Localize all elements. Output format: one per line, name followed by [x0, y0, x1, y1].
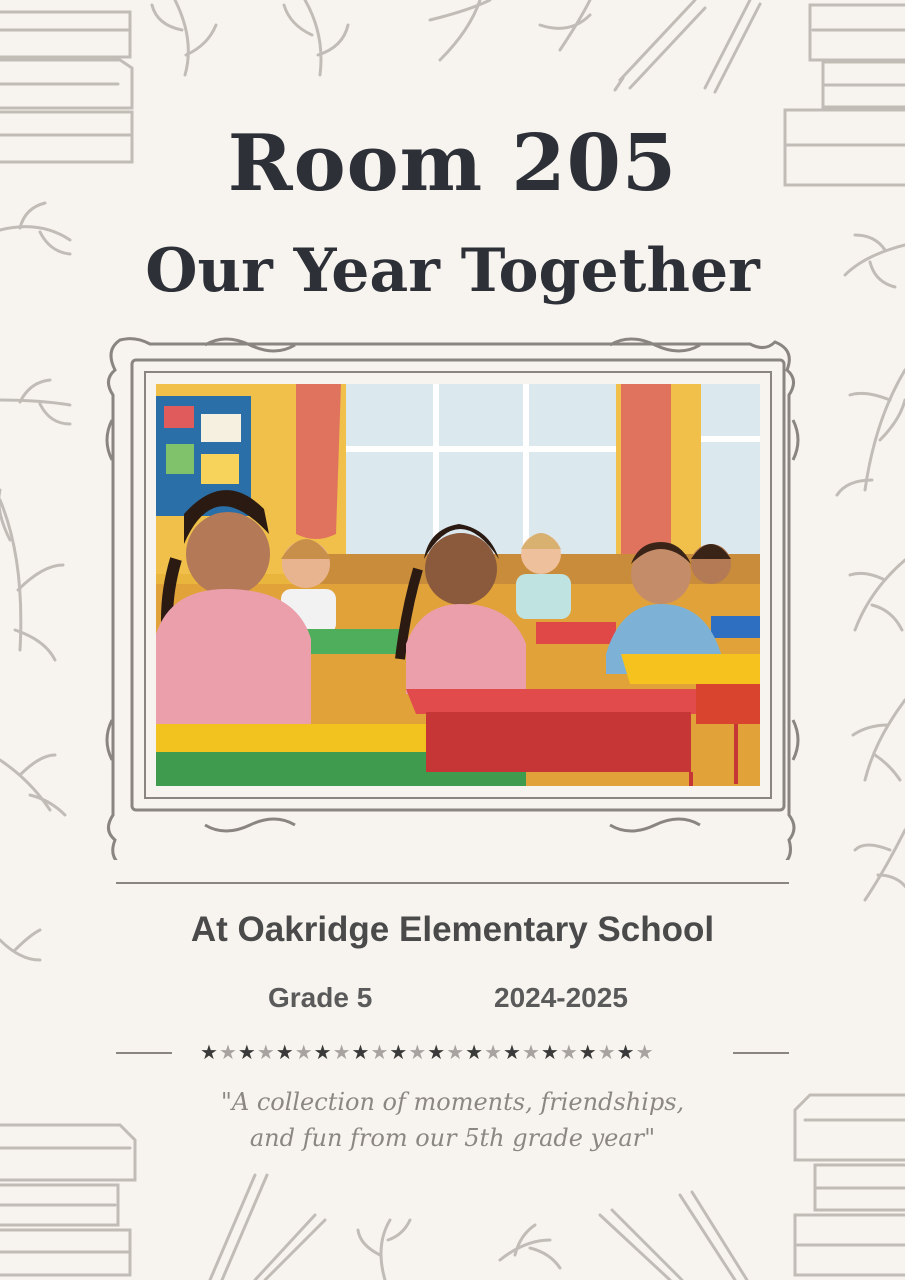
divider-right [733, 1052, 789, 1054]
star-icon: ★ [313, 1040, 333, 1064]
quote-line-1: "A collection of moments, friendships, [220, 1088, 685, 1116]
star-icon: ★ [351, 1040, 371, 1064]
star-icon: ★ [597, 1040, 617, 1064]
page-subtitle: Our Year Together [145, 236, 760, 306]
star-icon: ★ [635, 1040, 655, 1064]
quote-line-2: and fun from our 5th grade year" [249, 1124, 656, 1152]
star-icon: ★ [559, 1040, 579, 1064]
books-icon [795, 1095, 905, 1275]
star-icon: ★ [465, 1040, 485, 1064]
page-title: Room 205 [227, 118, 678, 209]
star-icon: ★ [294, 1040, 314, 1064]
classroom-photo [156, 384, 760, 786]
star-icon: ★ [446, 1040, 466, 1064]
star-icon: ★ [218, 1040, 238, 1064]
star-icon: ★ [427, 1040, 447, 1064]
star-icon: ★ [256, 1040, 276, 1064]
star-icon: ★ [237, 1040, 257, 1064]
divider-left [116, 1052, 172, 1054]
leaf-branch-icon [358, 1220, 560, 1280]
divider-line [116, 882, 789, 884]
star-icon: ★ [200, 1040, 219, 1064]
star-icon: ★ [540, 1040, 560, 1064]
star-icon: ★ [616, 1040, 636, 1064]
star-icon: ★ [389, 1040, 409, 1064]
star-icon: ★ [503, 1040, 522, 1064]
star-icon: ★ [578, 1040, 598, 1064]
star-icon: ★ [275, 1040, 295, 1064]
school-year: 2024-2025 [494, 982, 628, 1013]
star-row [200, 1040, 705, 1064]
star-icon: ★ [521, 1040, 541, 1064]
school-name: At Oakridge Elementary School [190, 910, 715, 949]
star-icon: ★ [484, 1040, 503, 1064]
star-icon: ★ [332, 1040, 352, 1064]
pencil-icon [210, 1175, 747, 1280]
grade-label: Grade 5 [268, 982, 373, 1013]
star-icon: ★ [408, 1040, 428, 1064]
star-icon: ★ [370, 1040, 390, 1064]
